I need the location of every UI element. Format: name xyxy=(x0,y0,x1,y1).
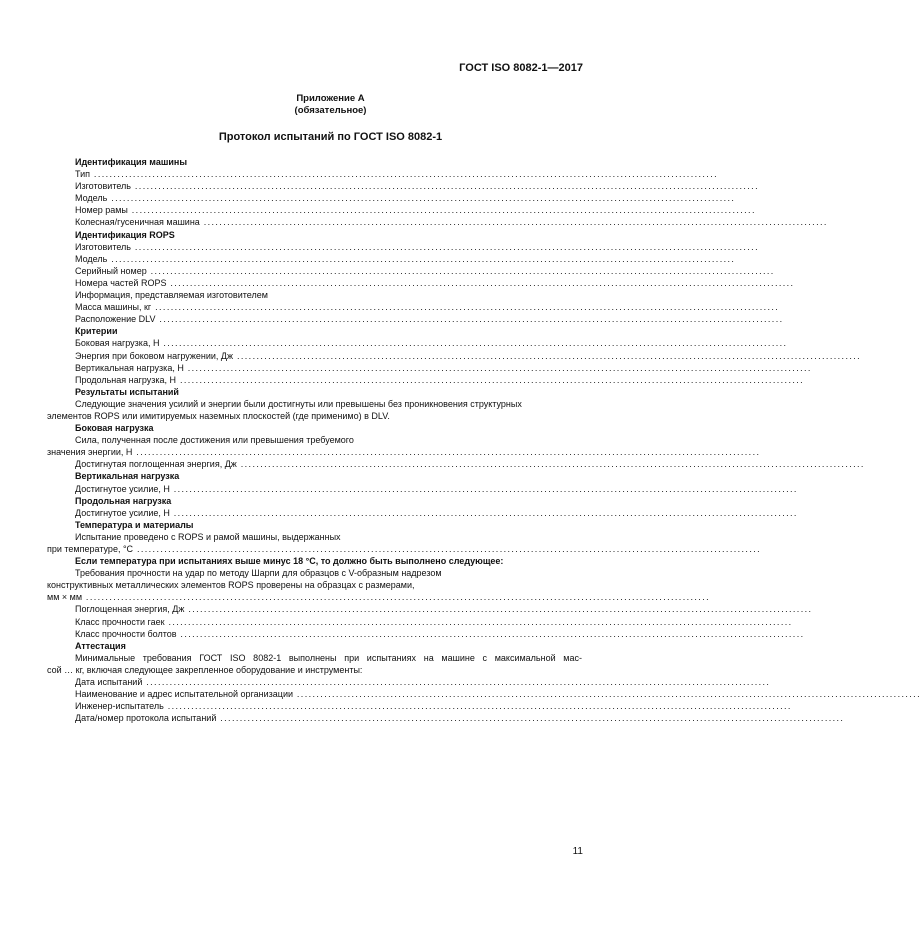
dot-leader: ................................................................................................................................................................ xyxy=(155,314,784,325)
attestation-heading: Аттестация xyxy=(75,640,126,651)
dot-leader: ................................................................................................................................................................ xyxy=(293,689,921,700)
dot-leader: ................................................................................................................................................................ xyxy=(107,193,736,204)
dot-field: Боковая нагрузка, Н ................................................................................................................................................................ xyxy=(75,338,788,349)
vertical-heading: Вертикальная нагрузка xyxy=(75,471,180,482)
attestation-text: Минимальные требования ГОСТ ISO 8082-1 выполнены при испытаниях на машине с максимальной мас- xyxy=(75,652,582,663)
results-heading: Результаты испытаний xyxy=(75,386,179,397)
dot-field: Вертикальная нагрузка, Н ................................................................................................................................................................ xyxy=(75,362,812,373)
dot-leader: ................................................................................................................................................................ xyxy=(133,544,762,554)
dot-leader: ................................................................................................................................................................ xyxy=(151,302,780,313)
standard-code: ГОСТ ISO 8082-1—2017 xyxy=(459,62,583,74)
dot-field: Инженер-испытатель ................................................................................................................................................................ xyxy=(75,701,792,712)
dot-leader: ................................................................................................................................................................ xyxy=(90,169,718,180)
dot-leader: ................................................................................................................................................................ xyxy=(146,265,775,276)
dot-leader: ................................................................................................................................................................ xyxy=(199,217,828,228)
dot-field: при температуре, °С ................................................................................................................................................................ xyxy=(47,544,762,554)
criteria-heading: Критерии xyxy=(75,326,118,337)
lateral-heading: Боковая нагрузка xyxy=(75,423,154,434)
machine-id-heading: Идентификация машины xyxy=(75,157,187,167)
dot-field: Класс прочности болтов ................................................................................................................................................................ xyxy=(75,628,805,639)
protocol-title: Протокол испытаний по ГОСТ ISO 8082-1 xyxy=(218,131,443,143)
protocol-body xyxy=(47,156,921,724)
dot-field: Достигнутая поглощенная энергия, Дж ................................................................................................................................................................ xyxy=(75,459,865,470)
dot-leader: ................................................................................................................................................................ xyxy=(176,374,805,385)
dot-leader: ................................................................................................................................................................ xyxy=(132,447,761,458)
dot-leader: ................................................................................................................................................................ xyxy=(107,253,736,264)
dot-leader: ................................................................................................................................................................ xyxy=(142,677,771,688)
rops-id-heading: Идентификация ROPS xyxy=(75,229,175,240)
dot-field: Дата испытаний ................................................................................................................................................................ xyxy=(75,677,771,688)
lateral-text: Сила, полученная после достижения или превышения требуемого xyxy=(75,435,354,446)
dot-field: Продольная нагрузка, Н ................................................................................................................................................................ xyxy=(75,374,805,385)
dot-leader: ................................................................................................................................................................ xyxy=(131,181,759,192)
dot-field: Энергия при боковом нагружении, Дж ................................................................................................................................................................ xyxy=(75,350,862,361)
temperature-text: Испытание проведено с ROPS и рамой машины, выдержанных xyxy=(75,531,341,542)
appendix-subtitle: (обязательное) xyxy=(294,105,367,116)
dot-field: Поглощенная энергия, Дж ................................................................................................................................................................ xyxy=(75,604,813,615)
dot-field: Модель ................................................................................................................................................................ xyxy=(75,253,736,264)
dot-field: Класс прочности гаек ................................................................................................................................................................ xyxy=(75,616,793,627)
dot-leader: ................................................................................................................................................................ xyxy=(169,483,798,494)
temperature-req: Требования прочности на удар по методу Шарпи для образцов с V-образным надрезом xyxy=(75,568,442,579)
dot-leader: ................................................................................................................................................................ xyxy=(176,628,805,639)
dot-field: Достигнутое усилие, Н ................................................................................................................................................................ xyxy=(75,483,798,494)
temperature-condition: Если температура при испытаниях выше минус 18 °С, то должно быть выполнено следующее: xyxy=(75,556,504,567)
appendix-title: Приложение А xyxy=(296,93,365,104)
dot-field: Изготовитель ................................................................................................................................................................ xyxy=(75,181,759,192)
dot-leader: ................................................................................................................................................................ xyxy=(233,350,862,361)
dot-field: Номер рамы ................................................................................................................................................................ xyxy=(75,205,756,216)
dot-leader: ................................................................................................................................................................ xyxy=(159,338,788,349)
dot-field: Серийный номер ................................................................................................................................................................ xyxy=(75,265,775,276)
temperature-heading: Температура и материалы xyxy=(75,519,194,530)
dot-leader: ................................................................................................................................................................ xyxy=(163,701,792,712)
dot-field: Номера частей ROPS ................................................................................................................................................................ xyxy=(75,277,795,288)
results-text: элементов ROPS или имитируемых наземных плоскостей (где применимо) в DLV. xyxy=(47,410,390,421)
attestation-text: сой … кг, включая следующее закрепленное оборудование и инструменты: xyxy=(47,664,363,675)
dot-leader: ................................................................................................................................................................ xyxy=(183,362,812,373)
dot-leader: ................................................................................................................................................................ xyxy=(164,616,793,627)
dot-field: Тип ................................................................................................................................................................ xyxy=(75,169,718,180)
page-number: 11 xyxy=(572,846,583,857)
temperature-req: конструктивных металлических элементов ROPS проверены на образцах с размерами, xyxy=(47,580,415,591)
longitudinal-heading: Продольная нагрузка xyxy=(75,495,172,506)
dot-field: Расположение DLV ................................................................................................................................................................ xyxy=(75,314,784,325)
dot-leader: ................................................................................................................................................................ xyxy=(127,205,756,216)
dot-field: Достигнутое усилие, Н ................................................................................................................................................................ xyxy=(75,507,798,518)
dot-leader: ................................................................................................................................................................ xyxy=(216,713,845,724)
dot-leader: ................................................................................................................................................................ xyxy=(169,507,798,518)
dot-field: Изготовитель ................................................................................................................................................................ xyxy=(75,241,759,252)
dot-leader: ................................................................................................................................................................ xyxy=(82,592,710,603)
dot-leader: ................................................................................................................................................................ xyxy=(236,459,865,470)
dot-field: мм × мм ................................................................................................................................................................ xyxy=(47,592,710,603)
dot-field: Модель ................................................................................................................................................................ xyxy=(75,193,736,204)
dot-field: Наименование и адрес испытательной организации ................................................................................................................................................................ xyxy=(75,689,921,700)
dot-field: значения энергии, Н ................................................................................................................................................................ xyxy=(47,447,761,458)
results-text: Следующие значения усилий и энергии были достигнуты или превышены без проникновения структурных xyxy=(75,398,522,409)
manufacturer-info-label: Информация, представляемая изготовителем xyxy=(75,290,268,301)
dot-field: Дата/номер протокола испытаний ................................................................................................................................................................ xyxy=(75,713,845,724)
dot-field: Масса машины, кг ................................................................................................................................................................ xyxy=(75,302,780,313)
dot-field: Колесная/гусеничная машина ................................................................................................................................................................ xyxy=(75,217,828,228)
dot-leader: ................................................................................................................................................................ xyxy=(131,241,759,252)
dot-leader: ................................................................................................................................................................ xyxy=(184,604,813,615)
dot-leader: ................................................................................................................................................................ xyxy=(166,277,795,288)
